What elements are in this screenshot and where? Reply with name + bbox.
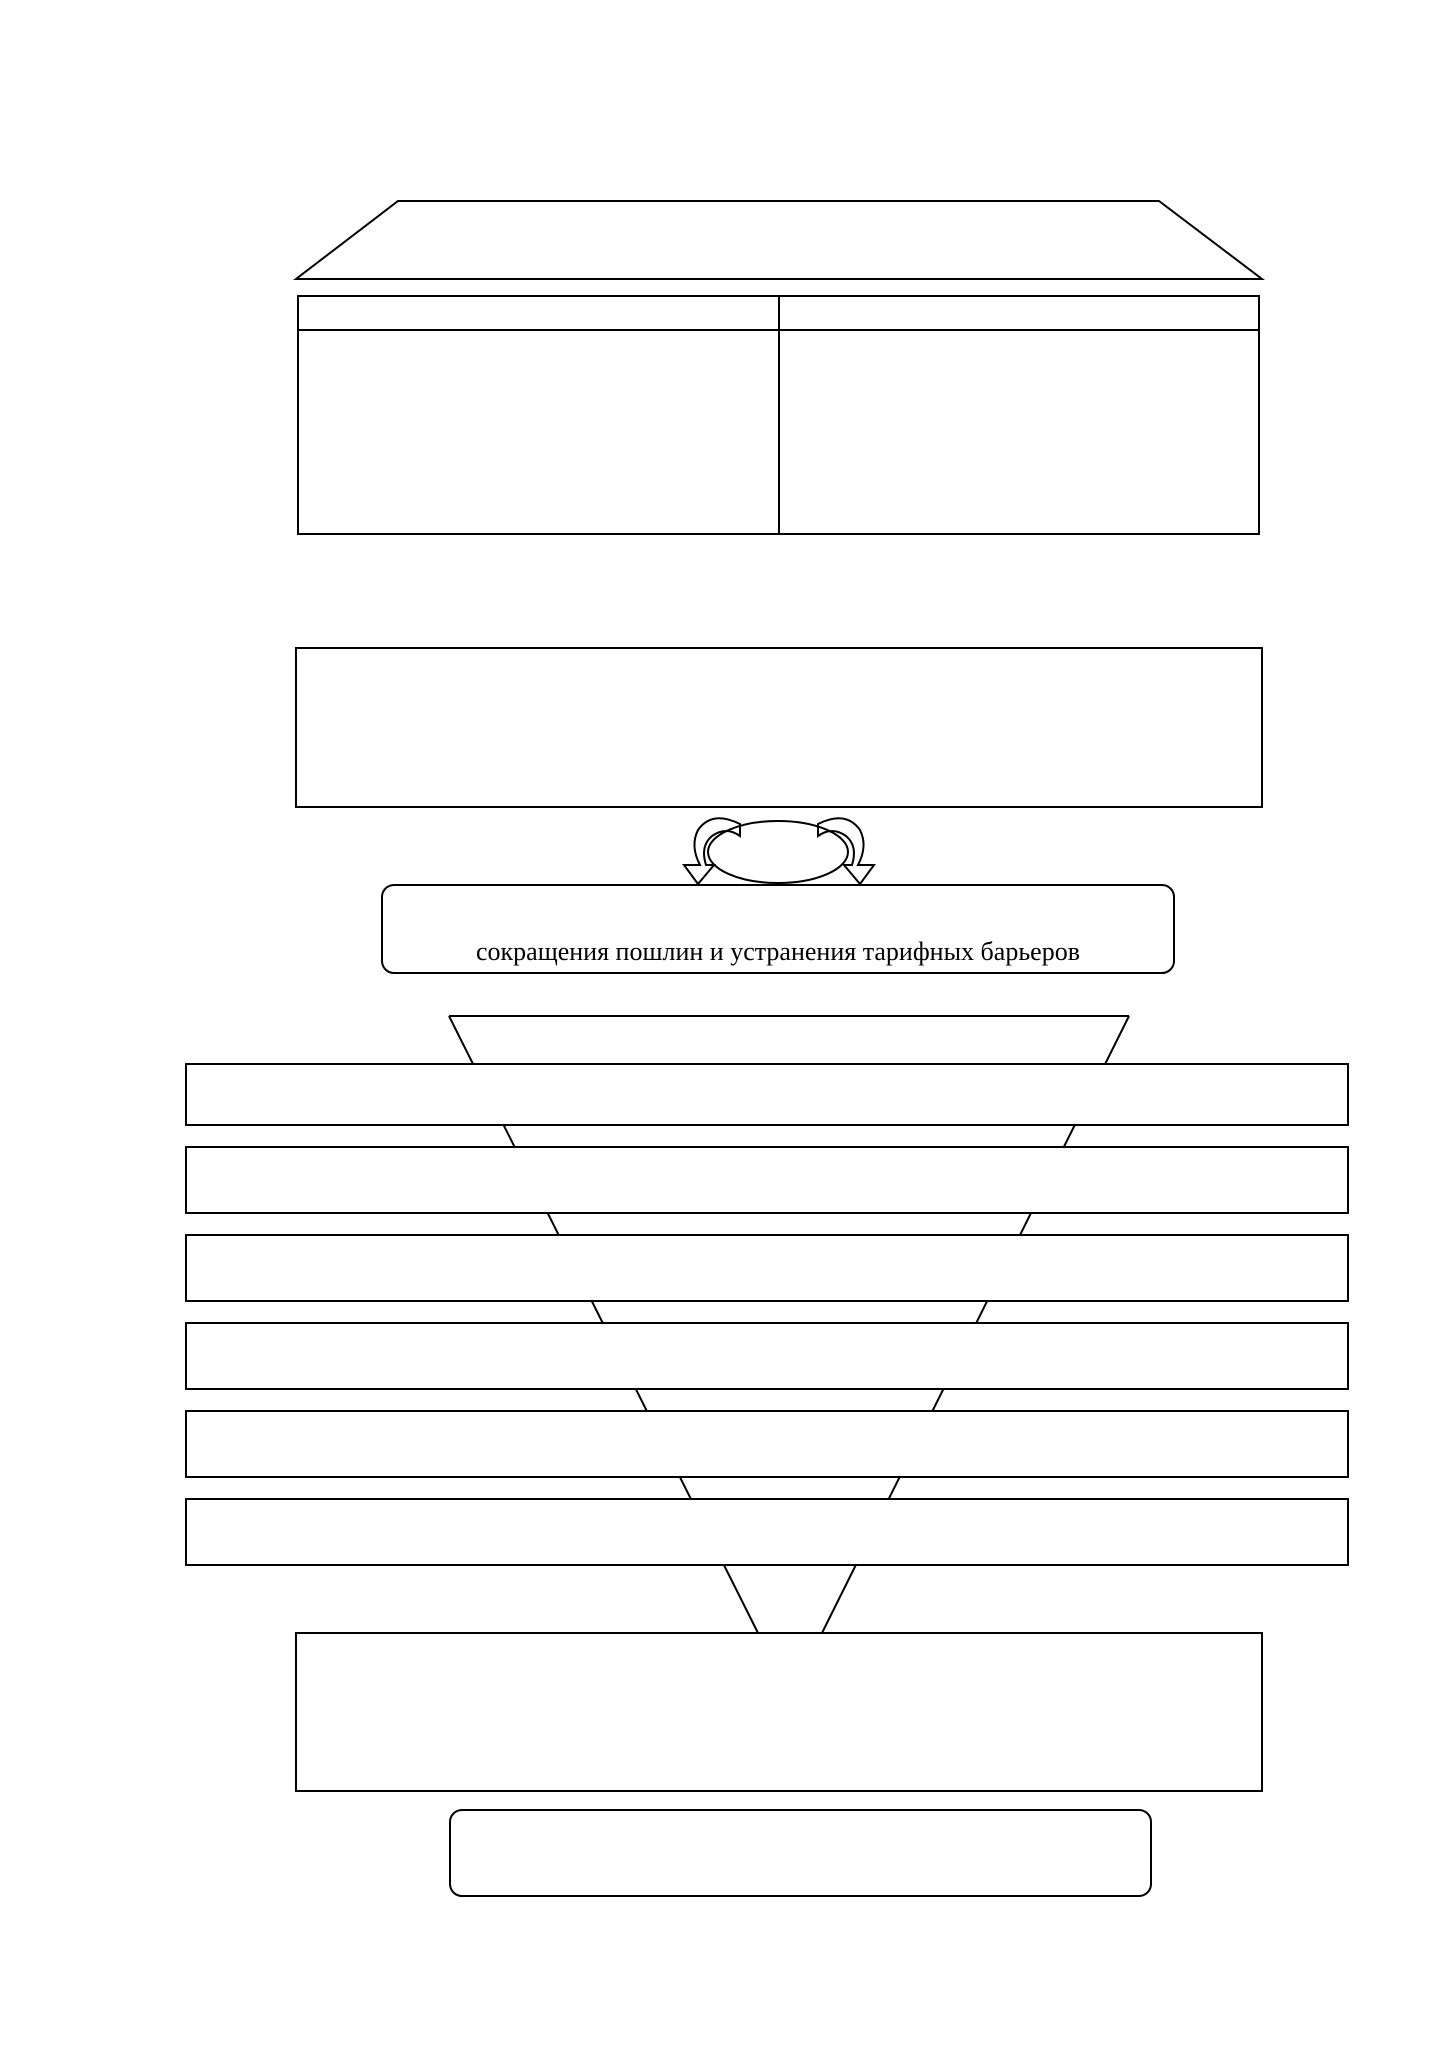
bar-2 bbox=[186, 1147, 1348, 1213]
top-trapezoid bbox=[296, 201, 1262, 279]
two-column-table bbox=[298, 296, 1259, 534]
bar-5 bbox=[186, 1411, 1348, 1477]
horizontal-bars bbox=[186, 1064, 1348, 1565]
lower-empty-box bbox=[296, 1633, 1262, 1791]
bar-4 bbox=[186, 1323, 1348, 1389]
bar-1 bbox=[186, 1064, 1348, 1125]
tariff-reduction-box bbox=[382, 885, 1174, 973]
bar-6 bbox=[186, 1499, 1348, 1565]
curved-double-arrow-icon bbox=[684, 818, 874, 884]
bar-3 bbox=[186, 1235, 1348, 1301]
bottom-rounded-box bbox=[450, 1810, 1151, 1896]
tariff-reduction-label: сокращения пошлин и устранения тарифных барьеров bbox=[475, 937, 1081, 966]
upper-empty-box bbox=[296, 648, 1262, 807]
